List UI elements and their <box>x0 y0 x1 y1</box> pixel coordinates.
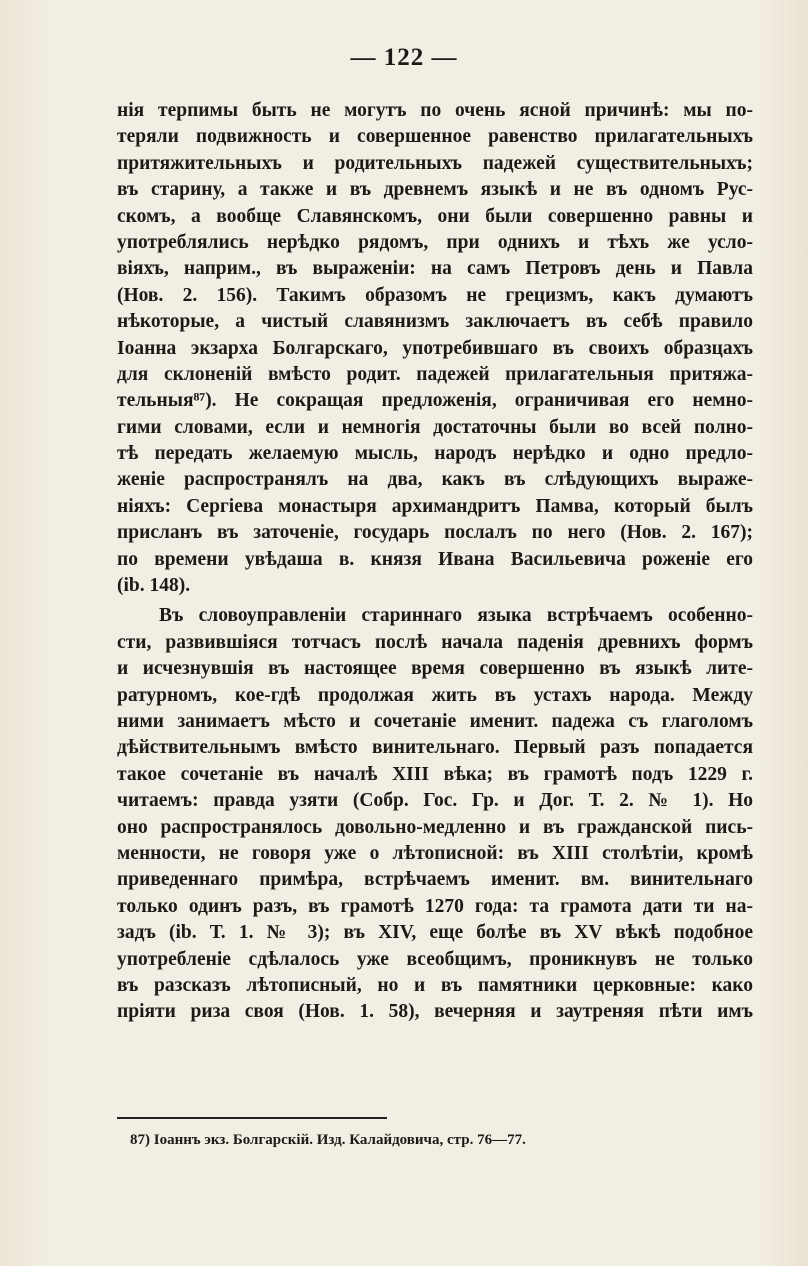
text-line: для склоненій вмѣсто родит. падежей прилагательныя притяжа- <box>117 363 753 385</box>
text-line: ратурномъ, кое-гдѣ продолжая жить въ устахъ народа. Между <box>117 684 753 706</box>
text-line: менности, не говоря уже о лѣтописной: въ XIII столѣтіи, кромѣ <box>117 842 753 864</box>
text-line: притяжительныхъ и родительныхъ падежей существительныхъ; <box>117 152 753 174</box>
text-line: только одинъ разъ, въ грамотѣ 1270 года: та грамота дати ти на- <box>117 895 753 917</box>
text-line: оно распространялось довольно-медленно и въ гражданской пись- <box>117 816 753 838</box>
text-line: ними занимаетъ мѣсто и сочетаніе именит. падежа съ глаголомъ <box>117 710 753 732</box>
page-number: — 122 — <box>350 44 458 71</box>
text-line: скомъ, а вообще Славянскомъ, они были совершенно равны и <box>117 205 753 227</box>
footnote-divider <box>117 1117 387 1119</box>
text-line: нія терпимы быть не могутъ по очень ясной причинѣ: мы по- <box>117 100 753 121</box>
text-line: теряли подвижность и совершенное равенство прилагательныхъ <box>117 126 753 148</box>
text-line: дѣйствительнымъ вмѣсто винительнаго. Первый разъ попадается <box>117 737 753 759</box>
text-line: въ старину, а также и въ древнемъ языкѣ и не въ одномъ Рус- <box>117 179 753 201</box>
text-line: (іb. 148). <box>117 575 191 597</box>
footnote: 87) Іоаннъ экз. Болгарскій. Изд. Калайдовича, стр. 76—77. <box>130 1132 526 1148</box>
text-line: ніяхъ: Сергіева монастыря архимандритъ Памва, который былъ <box>117 495 753 517</box>
text-line: употреблялись нерѣдко рядомъ, при однихъ и тѣхъ же усло- <box>117 231 753 253</box>
text-line: въ разсказъ лѣтописный, но и въ памятники церковные: како <box>117 974 753 996</box>
text-line: Въ словоуправленіи стариннаго языка встрѣчаемъ особенно- <box>159 605 753 627</box>
text-line: тельныя⁸⁷). Не сокращая предложенія, ограничивая его немно- <box>117 390 753 412</box>
text-line: приведеннаго примѣра, встрѣчаемъ именит. вм. винительнаго <box>117 869 753 891</box>
text-line: и исчезнувшія въ настоящее время совершенно въ языкѣ лите- <box>117 658 753 680</box>
text-line: гими словами, если и немногія достаточны были во всей полно- <box>117 416 753 438</box>
text-line: задъ (іb. Т. 1. № 3); въ XIV, еще болѣе въ XV вѣкѣ подобное <box>117 922 753 944</box>
text-line: такое сочетаніе въ началѣ XIII вѣка; въ грамотѣ подъ 1229 г. <box>117 763 753 785</box>
text-line: нѣкоторые, а чистый славянизмъ заключаетъ въ себѣ правило <box>117 311 753 333</box>
text-line: по времени увѣдаша в. князя Ивана Васильевича роженіе его <box>117 548 753 570</box>
text-line: присланъ въ заточеніе, государь послалъ по него (Нов. 2. 167); <box>117 522 753 544</box>
text-line: тѣ передать желаемую мысль, народъ нерѣдко и одно предло- <box>117 443 753 465</box>
text-line: читаемъ: правда узяти (Собр. Гос. Гр. и Дог. Т. 2. № 1). Но <box>117 790 753 812</box>
text-line: Іоанна экзарха Болгарскаго, употребившаго въ своихъ образцахъ <box>117 337 753 359</box>
text-line: пріяти риза своя (Нов. 1. 58), вечерняя и заутреняя пѣти имъ <box>117 1001 753 1023</box>
text-line: (Нов. 2. 156). Такимъ образомъ не грецизмъ, какъ думаютъ <box>117 284 753 306</box>
text-line: сти, развившіяся тотчасъ послѣ начала паденія древнихъ формъ <box>117 631 753 653</box>
body-text <box>117 98 753 1026</box>
text-line: употребленіе сдѣлалось уже всеобщимъ, проникнувъ не только <box>117 948 753 970</box>
text-line: женіе распространялъ на два, какъ въ слѣдующихъ выраже- <box>117 469 753 491</box>
text-line: віяхъ, наприм., въ выраженіи: на самъ Петровъ день и Павла <box>117 258 753 280</box>
